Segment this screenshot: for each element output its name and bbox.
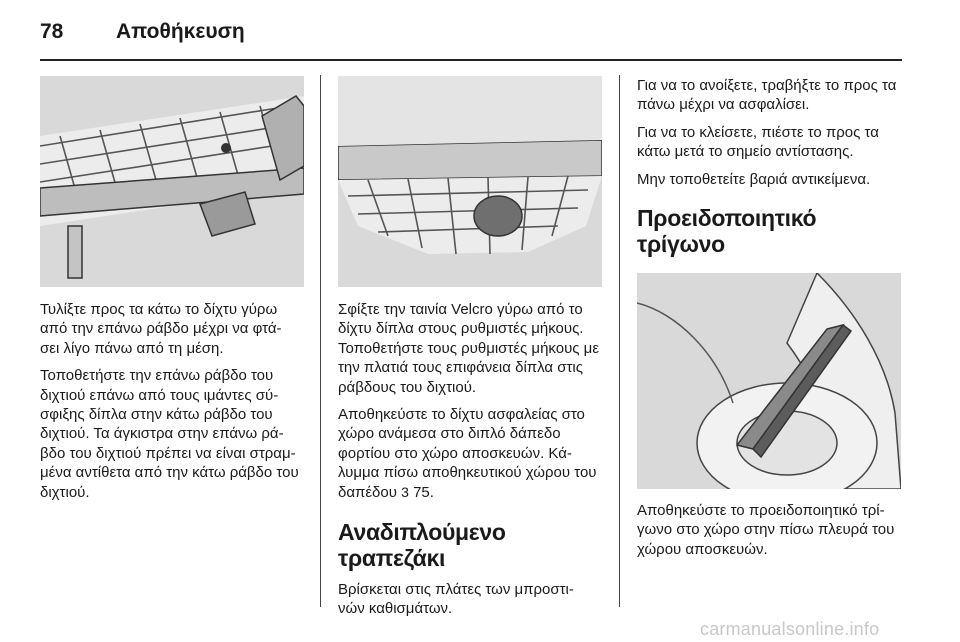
page-number: 78: [40, 20, 64, 43]
col2-paragraph-1: Σφίξτε την ταινία Velcro γύρω από το δίχτυ δίπλα στους ρυθμιστές μήκους. Τοποθετήστε τους ρυθμιστές μήκους με την πλατιά τους επιφάνεια δίπλα στις ράβδους του διχτιού.: [338, 301, 600, 396]
col3-paragraph-2: Για να το κλείσετε, πιέστε το προς τα κάτω μετά το σημείο αντίστασης.: [637, 123, 879, 161]
column-divider-1: [320, 75, 321, 607]
section-heading-folding-table: Αναδιπλούμενο τραπεζάκι: [338, 519, 506, 572]
column-1: [40, 76, 304, 510]
photo-warning-triangle: [637, 273, 901, 489]
section-heading-warning-triangle: Προειδοποιητικό τρίγωνο: [637, 205, 817, 258]
column-3: [637, 76, 901, 567]
header-rule: [40, 59, 902, 61]
col3-paragraph-1: Για να το ανοίξετε, τραβήξτε το προς τα πάνω μέχρι να ασφαλίσει.: [637, 77, 897, 114]
col2-paragraph-3: Βρίσκεται στις πλάτες των μπροστι- νών καθισμάτων.: [338, 581, 574, 618]
illustration-velcro-strap: [338, 76, 602, 287]
col1-paragraph-1: Τυλίξτε προς τα κάτω το δίχτυ γύρω από την επάνω ράβδο μέχρι να φτά- σει λίγο πάνω από τη μέση.: [40, 301, 282, 357]
illustration-warning-triangle: [637, 273, 901, 489]
col3-paragraph-4: Αποθηκεύστε το προειδοποιητικό τρί- γωνο στο χώρο στην πίσω πλευρά του χώρου αποσκευών.: [637, 502, 895, 558]
col1-paragraph-2: Τοποθετήστε την επάνω ράβδο του διχτιού επάνω από τους ιμάντες σύ- σφιξης δίπλα στην κάτω ράβδο του διχτιού. Τα άγκιστρα στην επάνω ρά- βδο του διχτιού πρέπει να είναι στραμ- μένα αντίθετα από την κάτω ράβδο του διχτιού.: [40, 367, 299, 501]
page-header: [40, 14, 902, 62]
period: .: [429, 483, 434, 501]
column-2: [338, 76, 602, 627]
photo-velcro-strap: [338, 76, 602, 287]
column-divider-2: [619, 75, 620, 607]
page-title: Αποθήκευση: [116, 20, 245, 43]
watermark: carmanualsonline.info: [700, 619, 880, 639]
page-reference-arrow-icon: 3: [401, 483, 409, 500]
page-reference-number[interactable]: 75: [413, 483, 430, 501]
col2-paragraph-2: [338, 405, 602, 502]
illustration-net-rolled: [40, 76, 304, 287]
col3-paragraph-3: Μην τοποθετείτε βαριά αντικείμενα.: [637, 170, 871, 188]
photo-net-rolled: [40, 76, 304, 287]
col2-paragraph-2-text: Αποθηκεύστε το δίχτυ ασφαλείας στο χώρο ανάμεσα στο διπλό δάπεδο φορτίου στο χώρο αποσκευών. Κά- λυμμα πίσω αποθηκευτικού χώρου του δαπέδου: [338, 406, 597, 501]
